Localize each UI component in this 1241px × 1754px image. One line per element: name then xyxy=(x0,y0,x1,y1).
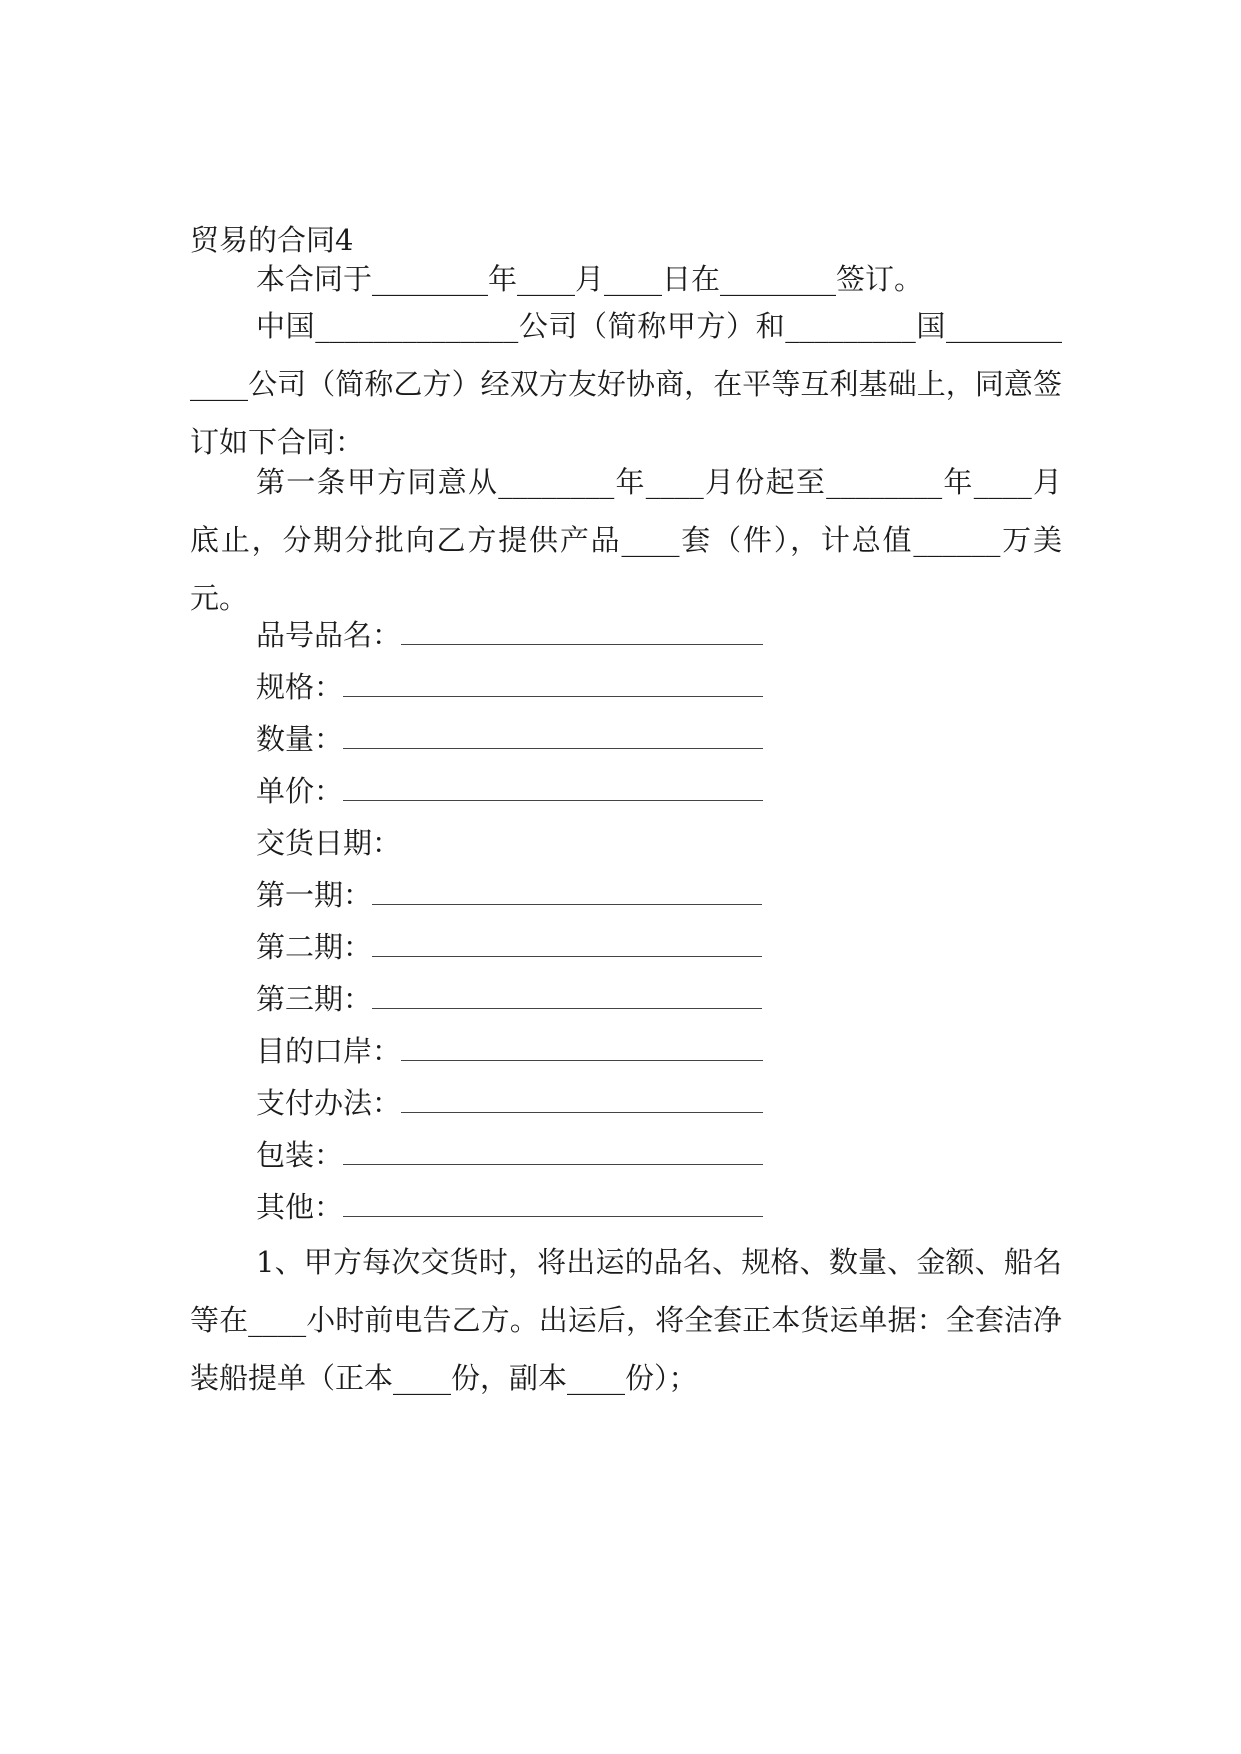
field-phase-1 xyxy=(256,875,816,915)
field-label: 数量： xyxy=(256,722,344,756)
field-label: 品号品名： xyxy=(256,618,402,652)
field-payment-method xyxy=(256,1083,816,1123)
paragraph-signing-date: 本合同于________年____月____日在________签订。 xyxy=(256,262,924,296)
field-other xyxy=(256,1187,816,1227)
field-delivery-date xyxy=(256,823,816,863)
paragraph-article-1: 第一条甲方同意从________年____月份起至________年____月底止，分期分批向乙方提供产品____套（件），计总值______万美元。 xyxy=(190,465,1062,615)
field-blank-line xyxy=(343,1215,763,1217)
field-destination-port xyxy=(256,1031,816,1071)
field-phase-2 xyxy=(256,927,816,967)
field-blank-line xyxy=(401,1111,763,1113)
document-title: 贸易的合同4 xyxy=(190,223,354,257)
field-blank-line xyxy=(343,799,763,801)
field-label: 支付办法： xyxy=(256,1086,402,1120)
field-label: 第三期： xyxy=(256,982,373,1016)
field-product-name xyxy=(256,615,816,655)
field-phase-3 xyxy=(256,979,816,1019)
field-label: 第一期： xyxy=(256,878,373,912)
field-label: 规格： xyxy=(256,670,344,704)
field-quantity xyxy=(256,719,816,759)
field-blank-line xyxy=(343,1163,763,1165)
field-label: 交货日期： xyxy=(256,826,402,860)
field-label: 目的口岸： xyxy=(256,1034,402,1068)
field-blank-line xyxy=(343,747,763,749)
field-label: 其他： xyxy=(256,1190,344,1224)
field-blank-line xyxy=(372,903,762,905)
field-specification xyxy=(256,667,816,707)
field-label: 第二期： xyxy=(256,930,373,964)
field-blank-line xyxy=(401,1059,763,1061)
field-blank-line xyxy=(343,695,763,697)
field-blank-line xyxy=(372,1007,762,1009)
field-blank-line xyxy=(401,643,763,645)
field-label: 单价： xyxy=(256,774,344,808)
paragraph-clause-1: 1、甲方每次交货时，将出运的品名、规格、数量、金额、船名等在____小时前电告乙方。出运后，将全套正本货运单据：全套洁净装船提单（正本____份，副本____份）； xyxy=(190,1245,1062,1395)
field-packaging xyxy=(256,1135,816,1175)
paragraph-parties: 中国______________公司（简称甲方）和_________国____________公司（简称乙方）经双方友好协商，在平等互利基础上，同意签订如下合同： xyxy=(190,309,1062,459)
field-label: 包装： xyxy=(256,1138,344,1172)
field-unit-price xyxy=(256,771,816,811)
field-blank-line xyxy=(372,955,762,957)
